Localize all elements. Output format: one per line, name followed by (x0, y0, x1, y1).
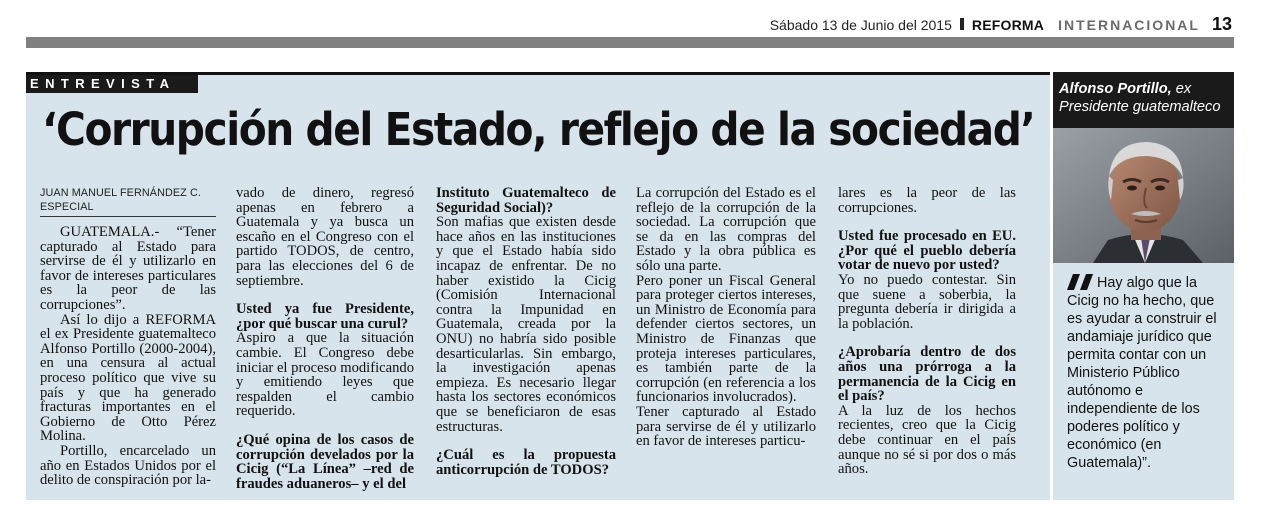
separator-block (960, 18, 964, 30)
header-grey-bar (26, 37, 1234, 48)
paper-name: REFORMA (971, 17, 1045, 33)
section-name: INTERNACIONAL (1058, 17, 1200, 33)
byline-author: JUAN MANUEL FERNÁNDEZ C. (40, 187, 201, 199)
article-column-2 (236, 186, 414, 491)
masthead-row (770, 14, 1232, 35)
paragraph: GUATEMALA.- “Tener capturado al Estado para servirse de él y utilizarlo en favor de intereses particulares es la peor de las corrupciones”. (40, 224, 216, 313)
portrait-photo (1053, 128, 1234, 263)
pull-quote-text: Hay algo que la Cicig no ha hecho, que es ayudar a construir el andamiaje jurídico que permita contar con un Ministerio Público autónomo e independiente de los poderes político y económico (en Guatemala)”. (1067, 275, 1217, 471)
caption-role: Presidente guatemalteco (1059, 99, 1221, 115)
interview-question: Usted fue procesado en EU. ¿Por qué el pueblo debería votar de nuevo por usted? (838, 228, 1016, 274)
interview-question: ¿Qué opina de los casos de corrupción develados por la Cicig (“La Línea” –red de fraudes aduaneros– y el del (236, 431, 414, 492)
article-column-5 (838, 186, 1016, 477)
kicker-label: ENTREVISTA (26, 75, 198, 93)
headline: ‘Corrupción del Estado, reflejo de la sociedad’ (42, 103, 1035, 156)
photo-caption (1053, 72, 1234, 128)
article-column-4 (636, 186, 816, 449)
portrait-icon (1053, 128, 1234, 263)
interview-answer: Pero poner un Fiscal General para proteger ciertos intereses, un Ministro de Economía para defender ciertos sectores, un Ministro de Finanzas que proteja intereses particulares, es también parte de la corrupción (en referencia a los funcionarios involucrados). (636, 272, 816, 406)
masthead (26, 10, 1234, 36)
article-column-1 (40, 186, 216, 488)
interview-question: ¿Cuál es la propuesta anticorrupción de TODOS? (436, 447, 616, 478)
interview-answer: lares es la peor de las corrupciones. (838, 185, 1016, 216)
paragraph: Así lo dijo a REFORMA el ex Presidente guatemalteco Alfonso Portillo (2000-2004), en una censura al actual proceso político que vive su país y que ha generado fracturas importantes en el Gobierno de Otto Pérez Molina. (40, 311, 216, 445)
interview-answer: Son mafias que existen desde hace años en las instituciones y que el Estado había sido incapaz de enfrentar. De no haber existido la Cicig (Comisión Internacional contra la Impunidad en Guatemala, creada por la ONU) no habría sido posible desarticularlas. Sin embargo, la investigación apenas empieza. Es necesario llegar hasta los sectores económicos que se beneficiaron de esas estructuras. (436, 214, 616, 435)
byline-rule (40, 216, 216, 217)
article-column-3 (436, 186, 616, 477)
interview-question: Instituto Guatemalteco de Seguridad Social)? (436, 185, 616, 216)
interview-answer: Tener capturado al Estado para servirse de él y utilizarlo en favor de intereses particu- (636, 403, 816, 450)
interview-answer: A la luz de los hechos recientes, creo que la Cicig debe continuar en el país aunque no sé si por dos o más años. (838, 402, 1016, 478)
interview-question: ¿Aprobaría dentro de dos años una prórroga a la permanencia de la Cicig en el país? (838, 344, 1016, 405)
interview-answer: La corrupción del Estado es el reflejo de la corrupción de la sociedad. La corrupción que se da en las compras del Estado y la obra pública es sólo una parte. (636, 185, 816, 274)
pull-quote (1053, 263, 1234, 500)
page-number: 13 (1211, 14, 1232, 34)
paragraph: vado de dinero, regresó apenas en febrero a Guatemala y ya busca un escaño en el Congreso con el partido TODOS, de centro, para las elecciones del 6 de septiembre. (236, 185, 414, 289)
caption-name: Alfonso Portillo, (1059, 81, 1172, 97)
article-panel (26, 72, 1050, 500)
caption-role-suffix: ex (1171, 81, 1192, 97)
byline-role: ESPECIAL (40, 201, 94, 213)
issue-date: Sábado 13 de Junio del 2015 (769, 17, 952, 33)
interview-answer: Aspiro a que la situación cambie. El Congreso debe iniciar el proceso modificando y emitiendo leyes que respalden el cambio requerido. (236, 330, 414, 420)
interview-question: Usted ya fue Presidente, ¿por qué buscar una curul? (236, 301, 414, 332)
interview-answer: Yo no puedo contestar. Sin que suene a soberbia, la pregunta debería ir dirigida a la población. (838, 271, 1016, 332)
paragraph: Portillo, encarcelado un año en Estados Unidos por el delito de conspiración por la- (40, 442, 216, 489)
